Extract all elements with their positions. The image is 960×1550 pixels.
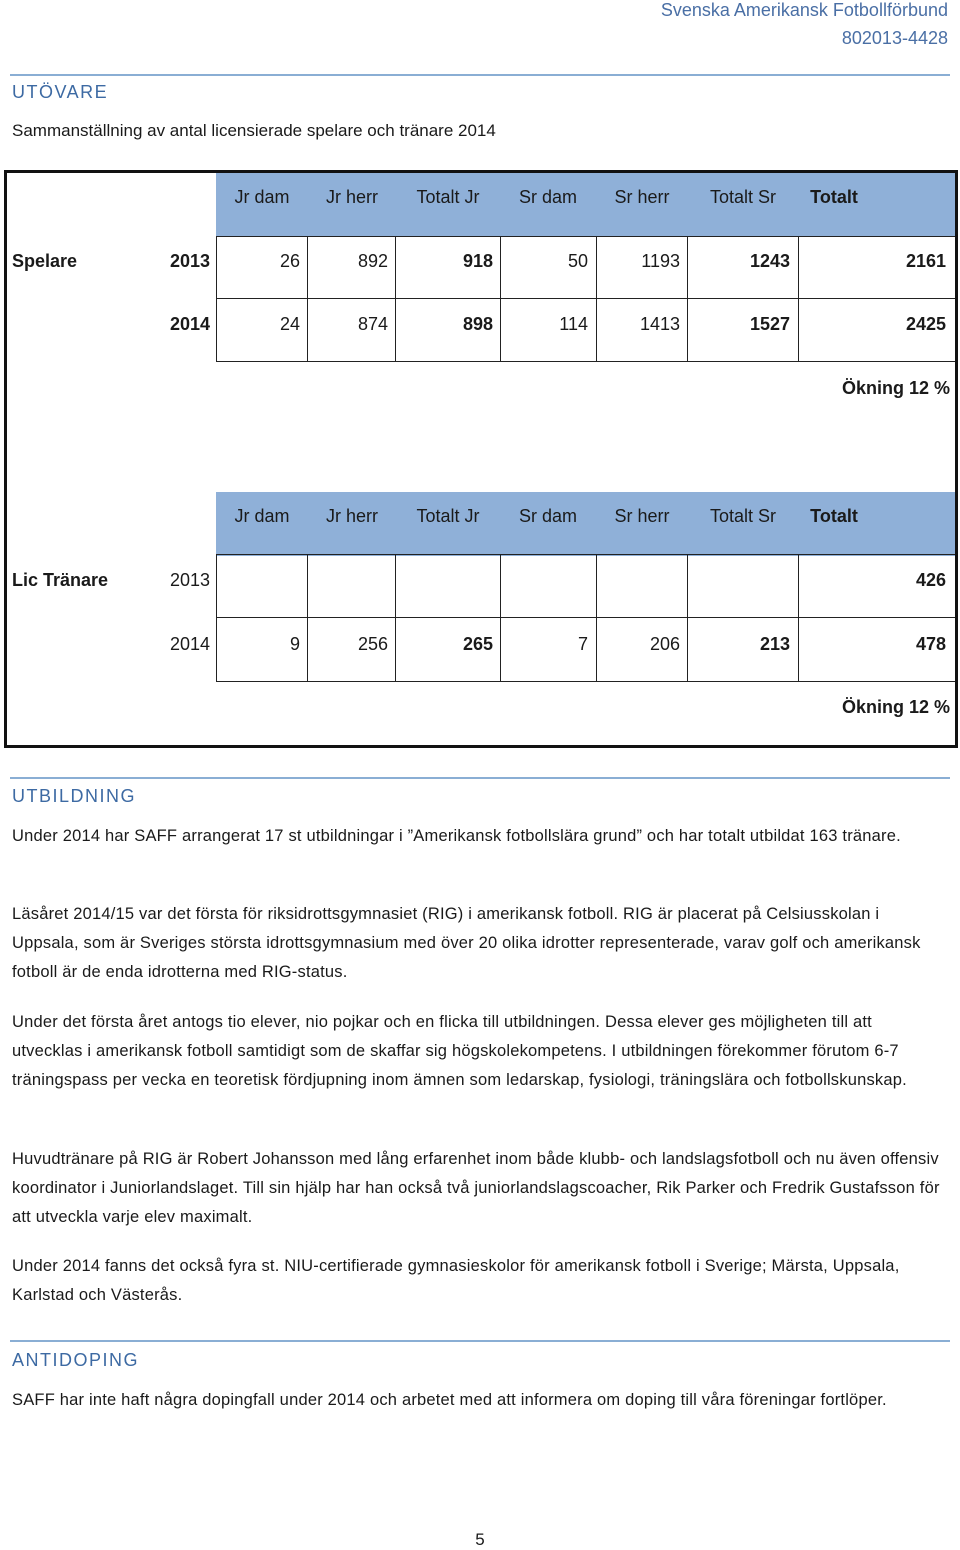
table-cell: 256 xyxy=(357,634,388,654)
table-cell: 892 xyxy=(357,251,388,271)
table-cell: 7 xyxy=(577,634,588,654)
table-cell: 265 xyxy=(462,634,493,654)
table-cell: 213 xyxy=(759,634,790,654)
col-header: Jr dam xyxy=(234,506,290,526)
paragraph: Under 2014 har SAFF arrangerat 17 st utbildningar i ”Amerikansk fotbollslära grund” och har totalt utbildat 163 tränare. xyxy=(12,827,901,845)
paragraph: SAFF har inte haft några dopingfall under 2014 och arbetet med att informera om doping till våra föreningar fortlöper. xyxy=(12,1391,887,1409)
col-header: Totalt Sr xyxy=(709,506,777,526)
section-divider xyxy=(10,74,950,76)
col-header: Totalt Jr xyxy=(416,187,480,207)
table-cell: 50 xyxy=(567,251,588,271)
table-cell: 2161 xyxy=(905,251,946,271)
coaches-row-label: Lic Tränare xyxy=(12,570,109,590)
table-cell: 24 xyxy=(279,314,300,334)
section-heading-antidoping: ANTIDOPING xyxy=(12,1350,140,1370)
players-increase: Ökning 12 % xyxy=(841,378,950,398)
table-cell: 9 xyxy=(289,634,300,654)
row-year: 2013 xyxy=(169,570,210,590)
col-header: Totalt xyxy=(810,187,858,207)
col-header: Totalt xyxy=(810,506,858,526)
col-header: Jr dam xyxy=(234,187,290,207)
row-year: 2014 xyxy=(169,634,210,654)
col-header: Jr herr xyxy=(325,506,378,526)
table-cell: 1527 xyxy=(749,314,790,334)
col-header: Totalt Jr xyxy=(416,506,480,526)
col-header: Jr herr xyxy=(325,187,378,207)
table-cell: 874 xyxy=(357,314,388,334)
paragraph: Under 2014 fanns det också fyra st. NIU-certifierade gymnasieskolor för amerikansk fotboll i Sverige; Märsta, Uppsala, Karlstad och Västerås. xyxy=(12,1257,900,1304)
organization-number: 802013-4428 xyxy=(841,28,948,48)
paragraph: Huvudtränare på RIG är Robert Johansson med lång erfarenhet inom både klubb- och landslagsfotboll och nu även offensiv koordinator i Juniorlandslaget. Till sin hjälp har han också två juniorlandslagscoacher, Rik Parker och Fredrik Gustafsson för att utveckla varje elev maximalt. xyxy=(12,1150,940,1226)
table-cell: 26 xyxy=(279,251,300,271)
section-divider xyxy=(10,1340,950,1342)
row-year: 2014 xyxy=(169,314,210,334)
table-cell: 478 xyxy=(915,634,946,654)
table-cell: 918 xyxy=(462,251,493,271)
table-cell: 1193 xyxy=(641,251,680,271)
page-number: 5 xyxy=(475,1530,485,1549)
section-heading-utbildning: UTBILDNING xyxy=(12,786,137,806)
table-cell: 114 xyxy=(559,314,588,334)
section-heading-utovare: UTÖVARE xyxy=(12,82,109,102)
coaches-increase: Ökning 12 % xyxy=(841,697,950,717)
col-header: Totalt Sr xyxy=(709,187,777,207)
table-cell: 1243 xyxy=(749,251,790,271)
table-cell: 2425 xyxy=(905,314,946,334)
table-cell: 898 xyxy=(462,314,493,334)
table-cell: 426 xyxy=(915,570,946,590)
paragraph: Under det första året antogs tio elever, nio pojkar och en flicka till utbildningen. Dessa elever ges möjligheten till att utvecklas i amerikansk fotboll samtidigt som de skaffar sig högskolekompetens. I utbildningen förekommer förutom 6-7 träningspass per vecka en teoretisk fördjupning inom ämnen som ledarskap, fysiologi, träningslära och fotbollskunskap. xyxy=(12,1013,907,1089)
table-caption: Sammanställning av antal licensierade spelare och tränare 2014 xyxy=(12,121,496,140)
col-header: Sr herr xyxy=(614,506,670,526)
row-year: 2013 xyxy=(169,251,210,271)
paragraph: Läsåret 2014/15 var det första för riksidrottsgymnasiet (RIG) i amerikansk fotboll. RIG är placerat på Celsiusskolan i Uppsala, som är Sveriges största idrottsgymnasium med över 20 olika idrotter representerade, varav golf och amerikansk fotboll är de enda idrotterna med RIG-status. xyxy=(12,905,921,981)
table-cell: 206 xyxy=(649,634,680,654)
organization-name: Svenska Amerikansk Fotbollförbund xyxy=(660,0,948,20)
table-cell: 1413 xyxy=(639,314,680,334)
players-row-label: Spelare xyxy=(12,251,78,271)
col-header: Sr dam xyxy=(518,506,578,526)
section-divider xyxy=(10,777,950,779)
col-header: Sr dam xyxy=(518,187,578,207)
col-header: Sr herr xyxy=(614,187,670,207)
